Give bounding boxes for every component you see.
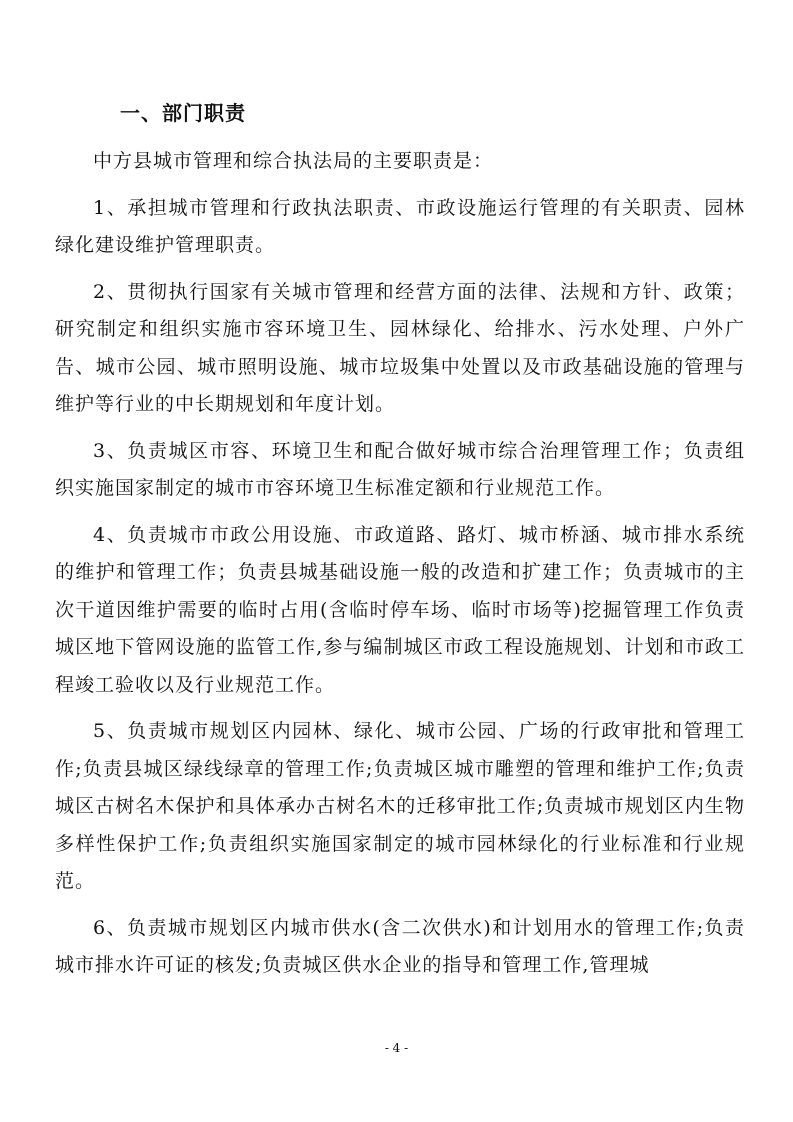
duty-paragraph-4: 4、负责城市市政公用设施、市政道路、路灯、城市桥涵、城市排水系统的维护和管理工作；负责县城基础设施一般的改造和扩建工作；负责城市的主次干道因维护需要的临时占用(含临时停车场、临时市场等)挖掘管理工作负责城区地下管网设施的监管工作,参与编制城区市政工程设施规划、计划和市政工程竣工验收以及行业规范工作。	[55, 523, 745, 696]
page-number: - 4 -	[384, 1041, 409, 1055]
document-body	[55, 143, 745, 985]
duty-paragraph-5: 5、负责城市规划区内园林、绿化、城市公园、广场的行政审批和管理工作;负责县城区绿线绿章的管理工作;负责城区城市雕塑的管理和维护工作;负责城区古树名木保护和具体承办古树名木的迁移审批工作;负责城市规划区内生物多样性保护工作;负责组织实施国家制定的城市园林绿化的行业标准和行业规范。	[55, 720, 745, 892]
duty-paragraph-1: 1、承担城市管理和行政执法职责、市政设施运行管理的有关职责、园林绿化建设维护管理职责。	[55, 196, 745, 256]
duty-paragraph-3: 3、负责城区市容、环境卫生和配合做好城市综合治理管理工作；负责组织实施国家制定的城市市容环境卫生标准定额和行业规范工作。	[55, 439, 745, 499]
duty-paragraph-2: 2、贯彻执行国家有关城市管理和经营方面的法律、法规和方针、政策；研究制定和组织实施市容环境卫生、园林绿化、给排水、污水处理、户外广告、城市公园、城市照明设施、城市垃圾集中处置以及市政基础设施的管理与维护等行业的中长期规划和年度计划。	[55, 280, 745, 415]
duty-paragraph-6: 6、负责城市规划区内城市供水(含二次供水)和计划用水的管理工作;负责城市排水许可证的核发;负责城区供水企业的指导和管理工作,管理城	[55, 916, 745, 976]
intro-paragraph: 中方县城市管理和综合执法局的主要职责是：	[93, 150, 494, 172]
section-heading: 一、部门职责	[120, 101, 246, 125]
